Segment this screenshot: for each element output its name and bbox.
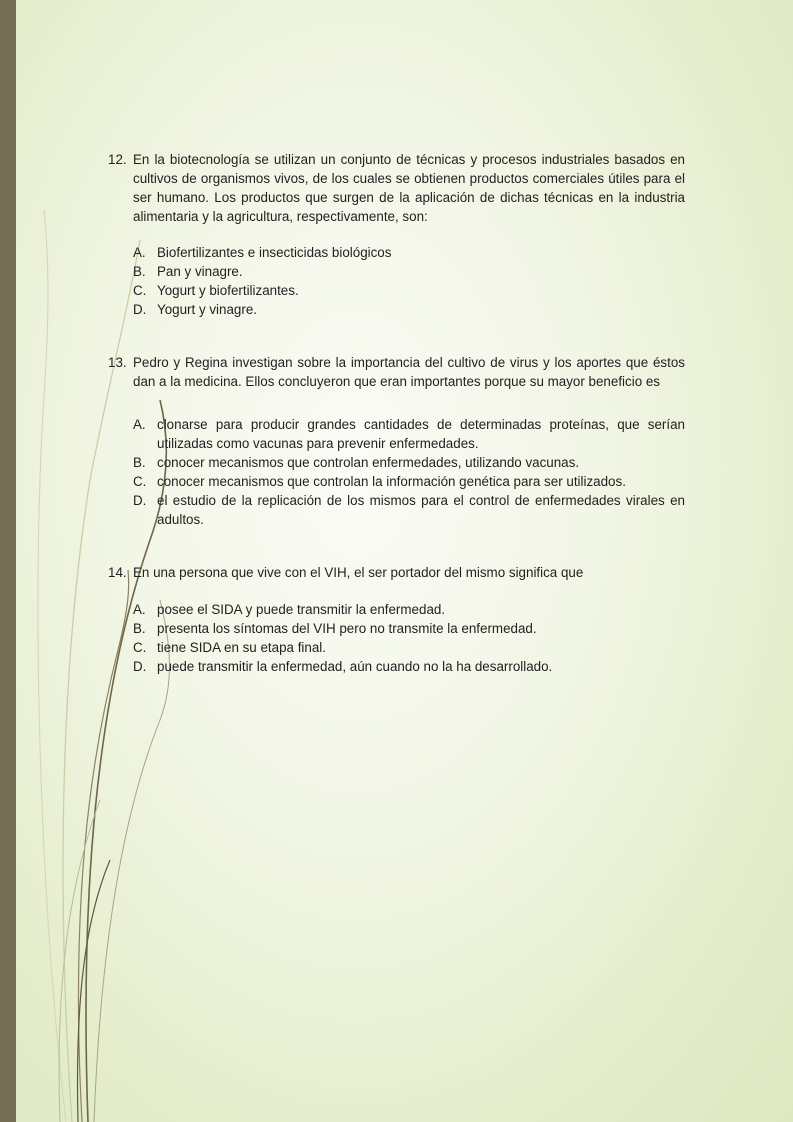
option-b bbox=[133, 262, 685, 281]
option-label: A. bbox=[133, 417, 146, 432]
option-label: A. bbox=[133, 602, 146, 617]
option-b bbox=[133, 453, 685, 472]
option-text: Yogurt y vinagre. bbox=[157, 302, 257, 317]
option-d bbox=[133, 491, 685, 529]
question-14 bbox=[108, 563, 685, 582]
option-text: conocer mecanismos que controlan la información genética para ser utilizados. bbox=[157, 474, 626, 489]
question-12 bbox=[108, 150, 685, 226]
option-text: puede transmitir la enfermedad, aún cuando no la ha desarrollado. bbox=[157, 659, 553, 674]
option-text: tiene SIDA en su etapa final. bbox=[157, 640, 326, 655]
option-label: B. bbox=[133, 264, 146, 279]
grass-blade-6 bbox=[59, 800, 100, 1122]
grass-blade-5 bbox=[94, 600, 169, 1122]
option-label: D. bbox=[133, 493, 147, 508]
option-label: C. bbox=[133, 474, 147, 489]
quiz-content bbox=[108, 150, 685, 676]
option-a bbox=[133, 243, 685, 262]
question-text: En una persona que vive con el VIH, el ser portador del mismo significa que bbox=[133, 565, 584, 580]
option-c bbox=[133, 281, 685, 300]
option-c bbox=[133, 472, 685, 491]
question-text: Pedro y Regina investigan sobre la importancia del cultivo de virus y los aportes que éstos dan a la medicina. Ellos concluyeron que eran importantes porque su mayor beneficio es bbox=[133, 355, 685, 389]
option-text: Biofertilizantes e insecticidas biológicos bbox=[157, 245, 392, 260]
option-label: C. bbox=[133, 283, 147, 298]
option-text: presenta los síntomas del VIH pero no transmite la enfermedad. bbox=[157, 621, 537, 636]
option-b bbox=[133, 619, 685, 638]
option-c bbox=[133, 638, 685, 657]
grass-blade-7 bbox=[77, 860, 110, 1122]
option-d bbox=[133, 657, 685, 676]
option-text: el estudio de la replicación de los mismos para el control de enfermedades virales en adultos. bbox=[157, 493, 685, 527]
option-text: clonarse para producir grandes cantidades de determinadas proteínas, que serían utilizadas como vacunas para prevenir enfermedades. bbox=[157, 417, 685, 451]
grass-blade-4 bbox=[38, 210, 66, 1122]
option-a bbox=[133, 415, 685, 453]
options-list bbox=[108, 243, 685, 319]
option-a bbox=[133, 600, 685, 619]
options-list bbox=[108, 415, 685, 529]
option-text: conocer mecanismos que controlan enfermedades, utilizando vacunas. bbox=[157, 455, 580, 470]
question-number: 13. bbox=[108, 355, 127, 370]
option-label: B. bbox=[133, 455, 146, 470]
option-text: Yogurt y biofertilizantes. bbox=[157, 283, 299, 298]
option-label: C. bbox=[133, 640, 147, 655]
option-text: posee el SIDA y puede transmitir la enfermedad. bbox=[157, 602, 446, 617]
option-label: B. bbox=[133, 621, 146, 636]
question-number: 12. bbox=[108, 152, 127, 167]
sidebar-bar bbox=[0, 0, 16, 1122]
question-13 bbox=[108, 353, 685, 391]
option-label: A. bbox=[133, 245, 146, 260]
option-text: Pan y vinagre. bbox=[157, 264, 243, 279]
option-label: D. bbox=[133, 659, 147, 674]
question-text: En la biotecnología se utilizan un conjunto de técnicas y procesos industriales basados en cultivos de organismos vivos, de los cuales se obtienen productos comerciales útiles para el ser humano. Los productos que surgen de la aplicación de dichas técnicas en la industria alimentaria y la agricultura, respectivamente, son: bbox=[133, 152, 685, 224]
option-d bbox=[133, 300, 685, 319]
options-list bbox=[108, 600, 685, 676]
question-number: 14. bbox=[108, 565, 127, 580]
option-label: D. bbox=[133, 302, 147, 317]
